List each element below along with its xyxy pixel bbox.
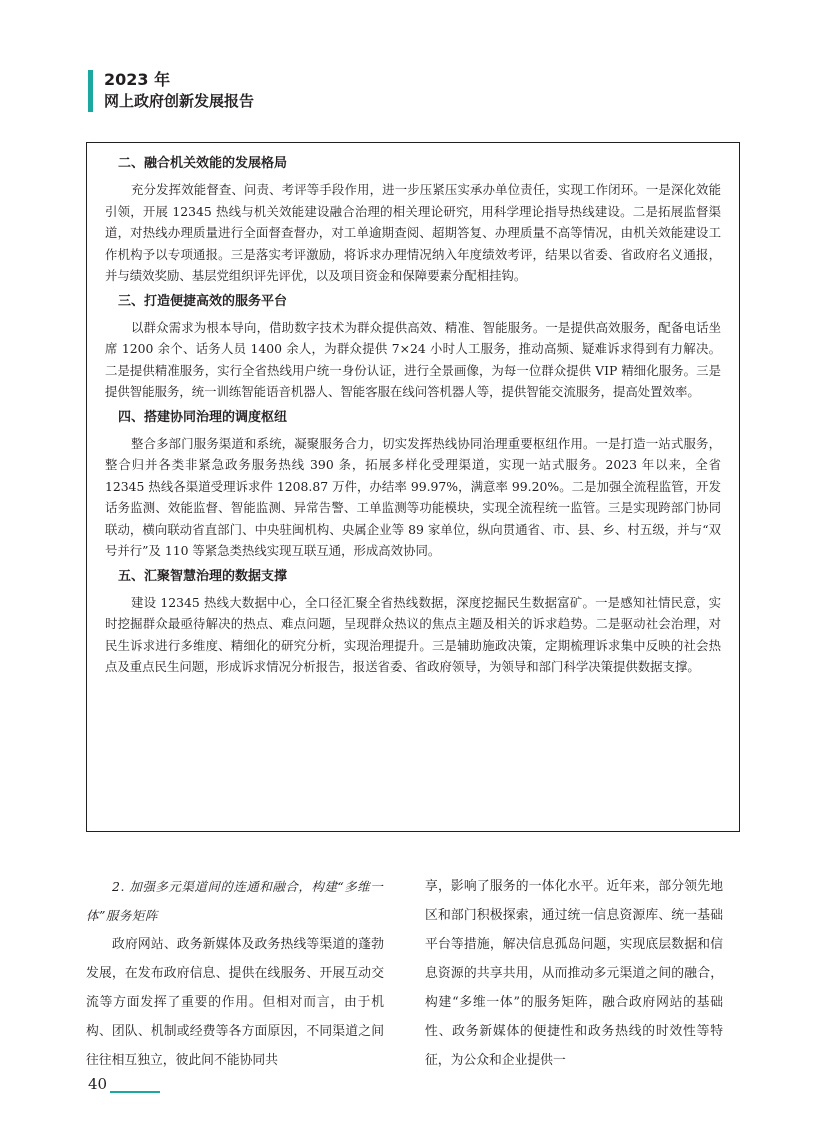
report-title: 网上政府创新发展报告 — [104, 92, 255, 110]
section-heading-5: 五、汇聚智慧治理的数据支撑 — [118, 568, 288, 584]
page-number: 40 — [88, 1075, 108, 1093]
right-column-body: 享，影响了服务的一体化水平。近年来，部分领先地区和部门积极探索，通过统一信息资源库、统一基础平台等措施，解决信息孤岛问题，实现底层数据和信息资源的共享共用，从而推动多元渠道之间的融合，构建“多维一体”的服务矩阵，融合政府网站的基础性、政务新媒体的便捷性和政务热线的时效性等特征，为公众和企业提供一 — [425, 879, 723, 1068]
section-body-4: 整合多部门服务渠道和系统，凝聚服务合力，切实发挥热线协同治理重要枢纽作用。一是打造一站式服务，整合归并各类非紧急政务服务热线 390 条，拓展多样化受理渠道，实现一站式服务。2023 年以来，全省 12345 热线各渠道受理诉求件 1208.87 万件，办结率 99.97%，满意率 99.20%。二是加强全流程监管，开发话务监测、效能监督、智能监测、异常告警、工单监测等功能模块，实现全流程统一监管。三是实现跨部门协同联动，横向联动省直部门、中央驻闽机构、央属企业等 89 家单位，纵向贯通省、市、县、乡、村五级，并与“双号并行”及 110 等紧急类热线实现互联互通，形成高效协同。 — [105, 435, 721, 558]
section-body-2: 充分发挥效能督查、问责、考评等手段作用，进一步压紧压实承办单位责任，实现工作闭环。一是深化效能引领，开展 12345 热线与机关效能建设融合治理的相关理论研究，用科学理论指导热线建设。二是拓展监督渠道，对热线办理质量进行全面督查督办，对工单逾期查阅、超期答复、办理质量不高等情况，由机关效能建设工作机构予以专项通报。三是落实考评激励，将诉求办理情况纳入年度绩效考评，结果以省委、省政府名义通报，并与绩效奖励、基层党组织评先评优，以及项目资金和保障要素分配相挂钩。 — [105, 182, 721, 283]
section-body-5: 建设 12345 热线大数据中心，全口径汇聚全省热线数据，深度挖掘民生数据富矿。一是感知社情民意，实时挖掘群众最亟待解决的热点、难点问题，呈现群众热议的焦点主题及相关的诉求趋势。二是驱动社会治理，对民生诉求进行多维度、精细化的研究分析，实现治理提升。三是辅助施政决策，定期梳理诉求集中反映的社会热点及重点民生问题，形成诉求情况分析报告，报送省委、省政府领导，为领导和部门科学决策提供数据支撑。 — [105, 594, 721, 674]
section-heading-4: 四、搭建协同治理的调度枢纽 — [118, 409, 288, 425]
section-body-3: 以群众需求为根本导向，借助数字技术为群众提供高效、精准、智能服务。一是提供高效服务，配备电话坐席 1200 余个、话务人员 1400 余人，为群众提供 7×24 小时人工服务，推动高频、疑难诉求得到有力解决。二是提供精准服务，实行全省热线用户统一身份认证，进行全景画像，为每一位群众提供 VIP 精细化服务。三是提供智能服务，统一训练智能语音机器人、智能客服在线问答机器人等，提供智能交流服务，提高处置效率。 — [105, 319, 721, 399]
header-accent-bar — [88, 70, 93, 112]
right-column — [425, 872, 723, 1075]
report-year: 2023 年 — [104, 70, 171, 89]
article-subheading: 2. 加强多元渠道间的连通和融合，构建“多维一体”服务矩阵 — [86, 879, 384, 923]
section-heading-3: 三、打造便捷高效的服务平台 — [118, 293, 288, 309]
highlight-box — [86, 142, 740, 832]
section-heading-2: 二、融合机关效能的发展格局 — [118, 156, 288, 171]
page-number-underline — [110, 1091, 160, 1093]
left-column — [86, 872, 384, 1075]
left-column-body: 政府网站、政务新媒体及政务热线等渠道的蓬勃发展，在发布政府信息、提供在线服务、开展互动交流等方面发挥了重要的作用。但相对而言，由于机构、团队、机制或经费等各方面原因，不同渠道之间往往相互独立，彼此间不能协同共 — [86, 937, 384, 1068]
